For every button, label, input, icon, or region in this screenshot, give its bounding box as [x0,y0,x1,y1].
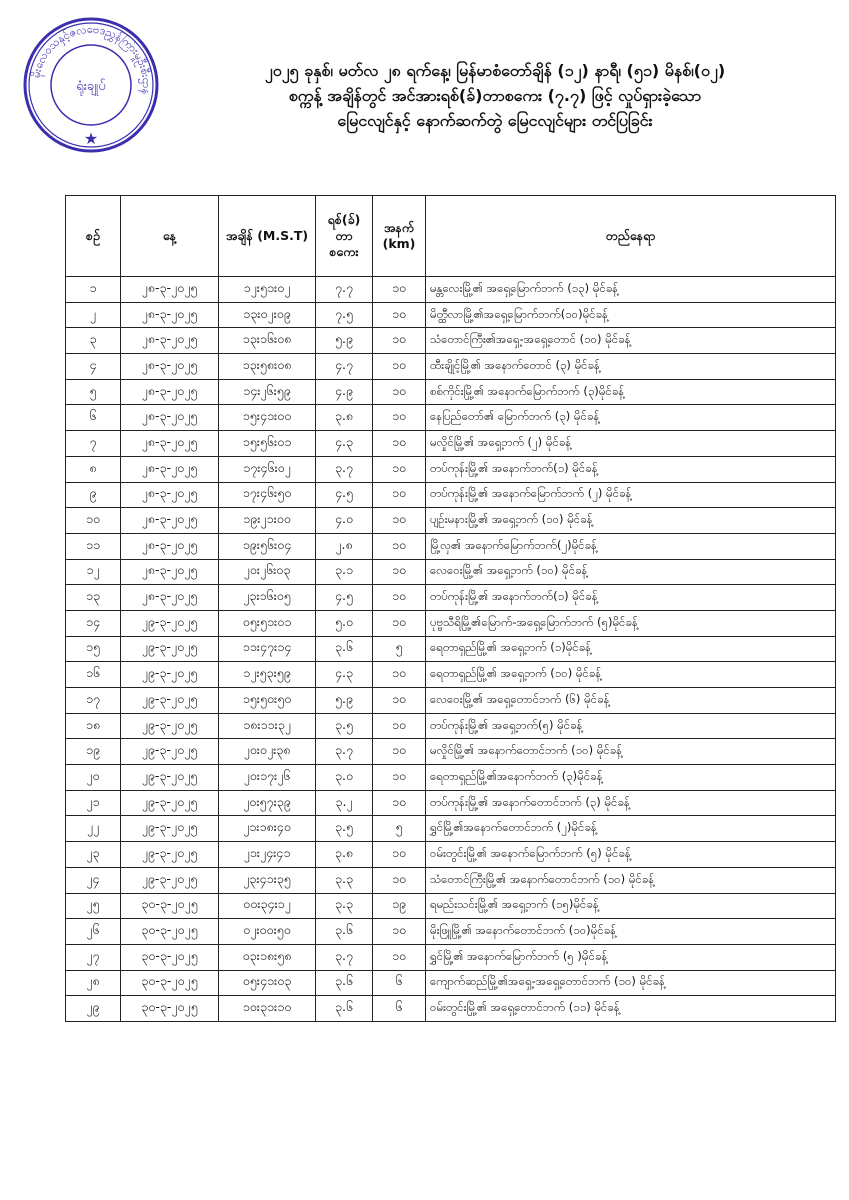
cell-magnitude: ၄.၉ [316,379,373,405]
cell-magnitude: ၄.၅ [316,585,373,611]
table-row [66,919,836,945]
cell-location: မလှိုင်မြို့၏ အနောက်တောင်ဘက် (၁၀) မိုင်ခန့် [426,739,836,765]
cell-time: ၁၇း၄၆း၀၂ [219,456,316,482]
cell-date: ၂၈-၃-၂၀၂၅ [121,405,219,431]
cell-depth: ၁၀ [373,354,426,380]
cell-time: ၂၀း၁၇း၂၆ [219,765,316,791]
cell-location: ပျဉ်းမနားမြို့၏ အရှေ့ဘက် (၁၀) မိုင်ခန့် [426,508,836,534]
cell-magnitude: ၇.၅ [316,302,373,328]
cell-location: ပုဗ္ဗသီရိမြို့၏မြောက်-အရှေ့မြောက်ဘက် (၅)မိုင်ခန့် [426,610,836,636]
cell-date: ၂၉-၃-၂၀၂၅ [121,790,219,816]
cell-depth: ၁၀ [373,379,426,405]
cell-time: ၁၅း၅၀း၅၀ [219,688,316,714]
table-row [66,739,836,765]
cell-no: ၁၈ [66,713,121,739]
table-row [66,610,836,636]
cell-magnitude: ၃.၇ [316,739,373,765]
cell-no: ၈ [66,456,121,482]
cell-magnitude: ၃.၃ [316,893,373,919]
cell-depth: ၁၀ [373,302,426,328]
table-row [66,405,836,431]
cell-magnitude: ၅.၉ [316,688,373,714]
cell-date: ၃၀-၃-၂၀၂၅ [121,944,219,970]
cell-magnitude: ၃.၇ [316,456,373,482]
cell-no: ၅ [66,379,121,405]
cell-date: ၂၈-၃-၂၀၂၅ [121,585,219,611]
cell-time: ၁၁း၄၇း၁၄ [219,636,316,662]
cell-location: လေဝေးမြို့၏ အရှေ့တောင်ဘက် (၆) မိုင်ခန့် [426,688,836,714]
cell-location: ရေတာရှည်မြို့၏အနောက်ဘက် (၃)မိုင်ခန့် [426,765,836,791]
cell-depth: ၁၀ [373,533,426,559]
cell-magnitude: ၃.၅ [316,713,373,739]
table-row [66,277,836,303]
cell-date: ၂၈-၃-၂၀၂၅ [121,354,219,380]
header-no: စဉ် [66,196,121,277]
cell-no: ၂၈ [66,970,121,996]
cell-location: မလှိုင်မြို့၏ အရှေ့ဘက် (၂) မိုင်ခန့် [426,431,836,457]
cell-date: ၂၈-၃-၂၀၂၅ [121,431,219,457]
header-location: တည်နေရာ [426,196,836,277]
seal-star-icon: ★ [83,129,99,148]
cell-no: ၁၇ [66,688,121,714]
cell-time: ၁၈း၁၁း၃၂ [219,713,316,739]
cell-date: ၂၉-၃-၂၀၂၅ [121,688,219,714]
header-magnitude: ရစ်(ခ်) တာ စကေး [316,196,373,277]
cell-date: ၂၉-၃-၂၀၂၅ [121,867,219,893]
cell-location: ထီးချိုင့်မြို့၏ အနောက်တောင် (၃) မိုင်ခန့် [426,354,836,380]
table-row [66,816,836,842]
cell-no: ၂၇ [66,944,121,970]
cell-magnitude: ၃.၆ [316,919,373,945]
cell-depth: ၁၀ [373,456,426,482]
cell-time: ၁၅း၅၆း၀၁ [219,431,316,457]
cell-date: ၂၉-၃-၂၀၂၅ [121,610,219,636]
table-row [66,688,836,714]
cell-no: ၂၁ [66,790,121,816]
cell-time: ၁၉း၅၆း၀၄ [219,533,316,559]
cell-date: ၂၈-၃-၂၀၂၅ [121,482,219,508]
cell-time: ၀၀း၃၄း၁၂ [219,893,316,919]
table-body [66,277,836,1022]
title-line-2: စက္ကန့် အချိန်တွင် အင်အားရစ်(ခ်)တာစကေး (၇.၇) ဖြင့် လှုပ်ရှားခဲ့သော [288,86,702,105]
table-row [66,944,836,970]
cell-date: ၂၈-၃-၂၀၂၅ [121,533,219,559]
cell-date: ၂၈-၃-၂၀၂၅ [121,379,219,405]
cell-location: တပ်ကုန်းမြို့၏ အရှေ့ဘက်(၅) မိုင်ခန့် [426,713,836,739]
cell-no: ၁၁ [66,533,121,559]
cell-depth: ၁၀ [373,713,426,739]
cell-no: ၂၅ [66,893,121,919]
table-header-row [66,196,836,277]
cell-time: ၀၅း၅၁း၀၁ [219,610,316,636]
header-depth: အနက် (km) [373,196,426,277]
cell-time: ၁၅း၄၁း၀၀ [219,405,316,431]
cell-date: ၂၉-၃-၂၀၂၅ [121,739,219,765]
cell-depth: ၁၀ [373,944,426,970]
cell-time: ၁၄း၂၆း၅၉ [219,379,316,405]
cell-magnitude: ၇.၇ [316,277,373,303]
cell-magnitude: ၄.၅ [316,482,373,508]
header-time: အချိန် (M.S.T) [219,196,316,277]
seal-ring-text: မိုးလေဝသနှင့်ဇလဗေဒညွှန်ကြားမှုဦးစီးဌာန [29,22,154,96]
cell-no: ၃ [66,328,121,354]
table-row [66,867,836,893]
cell-depth: ၁၀ [373,405,426,431]
cell-magnitude: ၃.၅ [316,816,373,842]
cell-no: ၁၂ [66,559,121,585]
cell-no: ၂၂ [66,816,121,842]
cell-magnitude: ၄.၃ [316,431,373,457]
cell-no: ၂၄ [66,867,121,893]
table-row [66,662,836,688]
table-row [66,431,836,457]
cell-magnitude: ၃.၂ [316,790,373,816]
cell-no: ၂၆ [66,919,121,945]
cell-time: ၁၂း၅၁း၀၂ [219,277,316,303]
cell-depth: ၁၀ [373,610,426,636]
cell-depth: ၁၀ [373,842,426,868]
cell-time: ၂၀း၅၇း၃၉ [219,790,316,816]
header-date: နေ့ [121,196,219,277]
cell-date: ၂၈-၃-၂၀၂၅ [121,559,219,585]
cell-time: ၂၃း၄၁း၃၅ [219,867,316,893]
cell-no: ၂၃ [66,842,121,868]
cell-time: ၁၉း၂၁း၀၀ [219,508,316,534]
table-row [66,893,836,919]
cell-location: မိုးဖြူမြို့၏ အနောက်တောင်ဘက် (၁၀)မိုင်ခန့် [426,919,836,945]
cell-depth: ၁၀ [373,688,426,714]
table-row [66,713,836,739]
cell-depth: ၁၀ [373,739,426,765]
table-row [66,302,836,328]
table-row [66,508,836,534]
cell-date: ၂၈-၃-၂၀၂၅ [121,456,219,482]
cell-time: ၀၃း၁၈း၅၈ [219,944,316,970]
cell-magnitude: ၄.၀ [316,508,373,534]
cell-depth: ၆ [373,996,426,1022]
cell-no: ၁၉ [66,739,121,765]
cell-depth: ၁၀ [373,508,426,534]
cell-depth: ၁၀ [373,919,426,945]
cell-magnitude: ၄.၇ [316,354,373,380]
cell-time: ၂၀း၀၂း၃၈ [219,739,316,765]
cell-magnitude: ၃.၇ [316,944,373,970]
cell-time: ၁၃း၀၂း၀၉ [219,302,316,328]
table-row [66,765,836,791]
cell-magnitude: ၄.၃ [316,662,373,688]
table-row [66,559,836,585]
table-row [66,328,836,354]
cell-location: တပ်ကုန်းမြို့၏ အနောက်ဘက်(၁) မိုင်ခန့် [426,456,836,482]
cell-magnitude: ၃.၃ [316,867,373,893]
seal-center-text: ရုံးချုပ် [76,79,106,94]
cell-date: ၂၉-၃-၂၀၂၅ [121,816,219,842]
cell-time: ၁၀း၃၁း၁၀ [219,996,316,1022]
cell-magnitude: ၃.၈ [316,842,373,868]
cell-magnitude: ၃.၆ [316,996,373,1022]
cell-depth: ၅ [373,816,426,842]
cell-time: ၂၃း၁၆း၀၅ [219,585,316,611]
cell-location: တပ်ကုန်းမြို့၏ အနောက်ဘက်(၁) မိုင်ခန့် [426,585,836,611]
table-row [66,456,836,482]
cell-location: ရေတာရှည်မြို့၏ အရှေ့ဘက် (၁၀) မိုင်ခန့် [426,662,836,688]
cell-date: ၂၈-၃-၂၀၂၅ [121,508,219,534]
cell-location: ဝမ်းတွင်းမြို့၏ အရှေ့တောင်ဘက် (၁၁) မိုင်ခန့် [426,996,836,1022]
office-seal [16,10,166,160]
cell-time: ၁၃း၁၆း၀၈ [219,328,316,354]
cell-location: ရွှင်မြို့၏ အနောက်မြောက်ဘက် (၅ )မိုင်ခန့် [426,944,836,970]
cell-no: ၁ [66,277,121,303]
cell-magnitude: ၂.၈ [316,533,373,559]
cell-time: ၂၀း၂၆း၀၃ [219,559,316,585]
cell-date: ၂၈-၃-၂၀၂၅ [121,277,219,303]
cell-magnitude: ၅.၀ [316,610,373,636]
cell-date: ၂၉-၃-၂၀၂၅ [121,662,219,688]
cell-no: ၁၆ [66,662,121,688]
cell-location: မိတ္ထီလာမြို့၏အရှေ့မြောက်ဘက်(၁၀)မိုင်ခန့် [426,302,836,328]
cell-date: ၂၉-၃-၂၀၂၅ [121,842,219,868]
cell-no: ၁၀ [66,508,121,534]
document-title [150,58,840,133]
cell-location: ရွှင်မြို့၏အနောက်တောင်ဘက် (၂)မိုင်ခန့် [426,816,836,842]
cell-location: တပ်ကုန်းမြို့၏ အနောက်တောင်ဘက် (၃) မိုင်ခန့် [426,790,836,816]
cell-time: ၁၇း၄၆း၅၀ [219,482,316,508]
cell-depth: ၁၀ [373,790,426,816]
cell-magnitude: ၃.၁ [316,559,373,585]
cell-location: နေပြည်တော်၏ မြောက်ဘက် (၃) မိုင်ခန့် [426,405,836,431]
cell-date: ၂၉-၃-၂၀၂၅ [121,713,219,739]
cell-date: ၃၀-၃-၂၀၂၅ [121,970,219,996]
table-row [66,842,836,868]
cell-location: ရမည်းသင်းမြို့၏ အရှေ့ဘက် (၁၅)မိုင်ခန့် [426,893,836,919]
cell-depth: ၆ [373,970,426,996]
table-row [66,585,836,611]
title-line-3: မြေငလျင်နှင့် နောက်ဆက်တွဲ မြေငလျင်များ တင်ပြခြင်း [337,111,653,130]
cell-date: ၂၈-၃-၂၀၂၅ [121,302,219,328]
cell-depth: ၁၀ [373,559,426,585]
cell-location: ဝမ်းတွင်းမြို့၏ အနောက်မြောက်ဘက် (၅) မိုင်ခန့် [426,842,836,868]
cell-depth: ၁၀ [373,585,426,611]
cell-no: ၄ [66,354,121,380]
cell-no: ၁၅ [66,636,121,662]
cell-date: ၃၀-၃-၂၀၂၅ [121,996,219,1022]
cell-depth: ၁၀ [373,662,426,688]
cell-location: စစ်ကိုင်းမြို့၏ အနောက်မြောက်ဘက် (၃)မိုင်ခန့် [426,379,836,405]
cell-location: တပ်ကုန်းမြို့၏ အနောက်မြောက်ဘက် (၂) မိုင်ခန့် [426,482,836,508]
cell-time: ၂၁း၁၈း၄၀ [219,816,316,842]
cell-depth: ၅ [373,636,426,662]
cell-date: ၃၀-၃-၂၀၂၅ [121,919,219,945]
cell-depth: ၁၉ [373,893,426,919]
cell-date: ၂၉-၃-၂၀၂၅ [121,765,219,791]
cell-depth: ၁၀ [373,482,426,508]
cell-no: ၇ [66,431,121,457]
cell-no: ၂၉ [66,996,121,1022]
cell-date: ၂၉-၃-၂၀၂၅ [121,636,219,662]
title-line-1: ၂၀၂၅ ခုနှစ်၊ မတ်လ ၂၈ ရက်နေ့၊ မြန်မာစံတော်ချိန် (၁၂) နာရီ၊ (၅၁) မိနစ်၊(၀၂) [264,61,726,80]
table-row [66,636,836,662]
cell-depth: ၁၀ [373,277,426,303]
cell-depth: ၁၀ [373,867,426,893]
cell-location: ရေတာရှည်မြို့၏ အရှေ့ဘက် (၁)မိုင်ခန့် [426,636,836,662]
cell-date: ၂၈-၃-၂၀၂၅ [121,328,219,354]
cell-location: မြို့လှ၏ အနောက်မြောက်ဘက်(၂)မိုင်ခန့် [426,533,836,559]
cell-no: ၁၃ [66,585,121,611]
earthquake-table [65,195,836,1022]
cell-magnitude: ၃.၆ [316,636,373,662]
cell-location: ကျောက်ဆည်မြို့၏အရှေ့-အရှေ့တောင်ဘက် (၁၀) မိုင်ခန့် [426,970,836,996]
cell-location: သံတောင်ကြီး၏အရှေ့-အရှေ့တောင် (၁၀) မိုင်ခန့် [426,328,836,354]
table-row [66,482,836,508]
table-row [66,533,836,559]
cell-magnitude: ၃.၀ [316,765,373,791]
cell-time: ၁၂း၅၃း၅၉ [219,662,316,688]
cell-time: ၂၁း၂၄း၄၁ [219,842,316,868]
cell-time: ၀၂း၀၀း၅၀ [219,919,316,945]
cell-date: ၃၀-၃-၂၀၂၅ [121,893,219,919]
cell-time: ၁၃း၅၈း၀၈ [219,354,316,380]
cell-magnitude: ၃.၈ [316,405,373,431]
cell-depth: ၁၀ [373,431,426,457]
table-row [66,354,836,380]
table-row [66,790,836,816]
cell-time: ၀၅း၄၁း၀၃ [219,970,316,996]
cell-depth: ၁၀ [373,328,426,354]
cell-location: သံတောင်ကြီးမြို့၏ အနောက်တောင်ဘက် (၁၀) မိုင်ခန့် [426,867,836,893]
table-row [66,970,836,996]
table-row [66,379,836,405]
cell-magnitude: ၃.၆ [316,970,373,996]
cell-no: ၂၀ [66,765,121,791]
cell-magnitude: ၅.၉ [316,328,373,354]
cell-no: ၆ [66,405,121,431]
cell-no: ၁၄ [66,610,121,636]
cell-location: မန္တလေးမြို့၏ အရှေ့မြောက်ဘက် (၁၃) မိုင်ခန့် [426,277,836,303]
cell-location: လေဝေးမြို့၏ အရှေ့ဘက် (၁၀) မိုင်ခန့် [426,559,836,585]
cell-depth: ၁၀ [373,765,426,791]
cell-no: ၉ [66,482,121,508]
table-row [66,996,836,1022]
cell-no: ၂ [66,302,121,328]
